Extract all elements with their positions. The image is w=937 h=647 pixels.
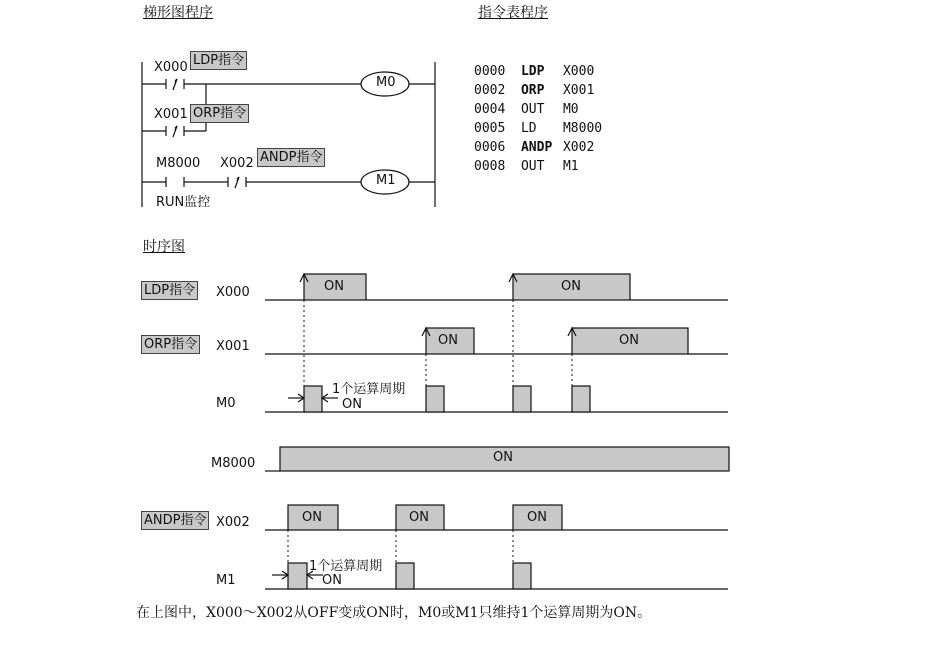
on-label: ON — [561, 279, 581, 294]
timing-orp-box: ORP指令 — [141, 335, 200, 354]
on-label: ON — [322, 573, 342, 588]
on-label: ON — [438, 333, 458, 348]
on-label: ON — [619, 333, 639, 348]
instruction-row: 0002 ORP X001 — [474, 83, 595, 98]
coil-m1-label: M1 — [376, 173, 396, 188]
run-monitor-label: RUN监控 — [156, 195, 211, 210]
timing-label-x000: X000 — [216, 285, 250, 300]
trace-x002 — [265, 505, 728, 530]
orp-instruction-box: ORP指令 — [190, 104, 249, 123]
instruction-row: 0008 OUT M1 — [474, 159, 579, 174]
timing-label-x002: X002 — [216, 515, 250, 530]
timing-heading: 时序图 — [143, 239, 185, 255]
on-label: ON — [324, 279, 344, 294]
one-scan-label-m1: 1个运算周期 — [309, 559, 383, 574]
ladder-heading: 梯形图程序 — [143, 5, 213, 21]
instruction-row: 0000 LDP X000 — [474, 64, 595, 79]
timing-label-m8000: M8000 — [211, 456, 256, 471]
figure-caption: 在上图中，X000～X002从OFF变成ON时，M0或M1只维持1个运算周期为ON。 — [136, 605, 652, 621]
ladder-label-x000: X000 — [154, 60, 188, 75]
on-label: ON — [409, 510, 429, 525]
timing-label-m0: M0 — [216, 396, 236, 411]
on-label: ON — [302, 510, 322, 525]
instruction-list — [474, 62, 602, 176]
coil-m0-label: M0 — [376, 75, 396, 90]
andp-instruction-box: ANDP指令 — [257, 148, 325, 167]
timing-label-x001: X001 — [216, 339, 250, 354]
ladder-label-m8000: M8000 — [156, 156, 201, 171]
ladder-label-x002: X002 — [220, 156, 254, 171]
timing-andp-box: ANDP指令 — [141, 511, 209, 530]
on-label: ON — [493, 450, 513, 465]
instruction-row: 0006 ANDP X002 — [474, 140, 595, 155]
trace-x001 — [265, 328, 728, 354]
timing-label-m1: M1 — [216, 573, 236, 588]
instruction-row: 0004 OUT M0 — [474, 102, 579, 117]
on-label: ON — [527, 510, 547, 525]
ladder-label-x001: X001 — [154, 107, 188, 122]
one-scan-label-m0: 1个运算周期 — [332, 382, 406, 397]
timing-ldp-box: LDP指令 — [141, 281, 198, 300]
instruction-table-heading: 指令表程序 — [478, 5, 548, 21]
instruction-row: 0005 LD M8000 — [474, 121, 603, 136]
on-label: ON — [342, 397, 362, 412]
ldp-instruction-box: LDP指令 — [190, 51, 247, 70]
